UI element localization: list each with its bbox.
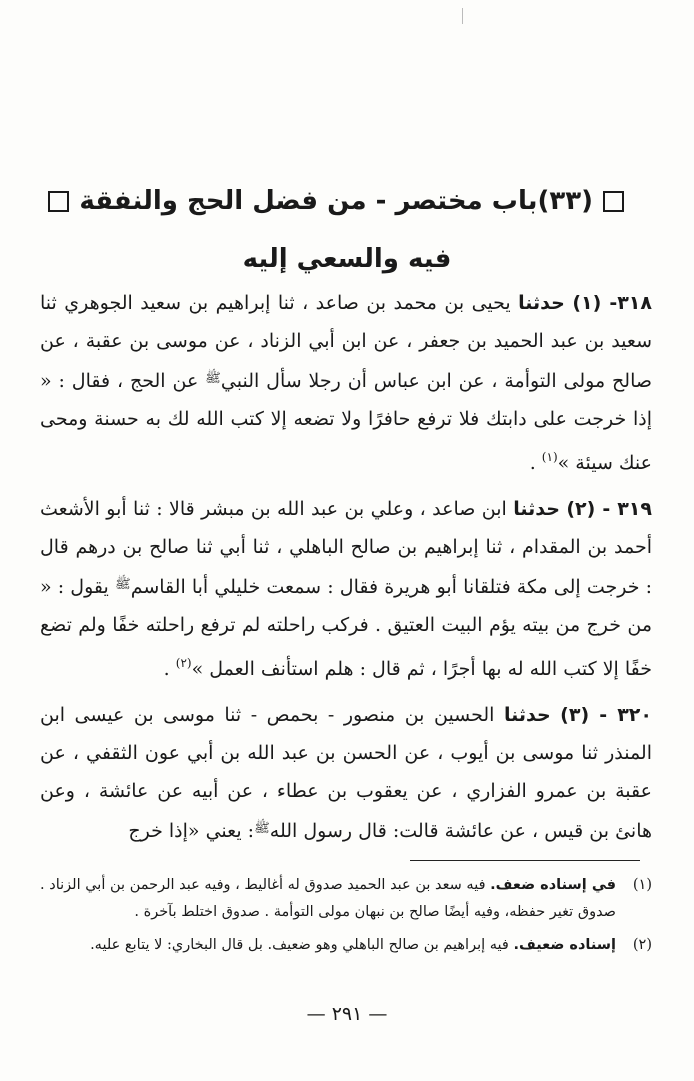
salawat-symbol: ﷺ — [205, 371, 221, 386]
chapter-title-line-1 — [60, 172, 634, 230]
salawat-symbol: ﷺ — [254, 821, 270, 836]
footnote-grading: في إسناده ضعف. — [490, 877, 616, 893]
hadith-paragraph — [40, 284, 652, 482]
footnote — [40, 872, 652, 926]
chapter-title — [60, 172, 634, 288]
hadith-number: ٣٢٠ - (٣) — [560, 704, 652, 726]
footnote-reference: (٢) — [175, 656, 192, 670]
chapter-title-text-2: فيه والسعي إليه — [242, 244, 452, 274]
footnote-reference: (١) — [541, 450, 558, 464]
hadith-text: يقول : « من خرج من بيته يؤم البيت العتيق . فركب راحلته لم ترفع راحلته خفًا ولم تضع خفًا إلا كتب الله له بها أجرًا ، ثم قال : هلم استأنف العمل » — [40, 576, 652, 680]
haddathana-word: حدثنا — [503, 704, 551, 726]
hadith-text: الحسين بن منصور - بحمص - ثنا موسى بن عيسى ابن المنذر ثنا موسى بن أيوب ، عن الحسن بن عبد الله بن أبي عون الثقفي ، عن عقبة بن عمرو الفزاري ، عن يعقوب بن عطاء ، عن أبيه عن عائشة ، وعن هانئ بن قيس ، عن عائشة قالت: قال رسول الله — [40, 704, 652, 842]
footnote-grading: إسناده ضعيف. — [513, 937, 616, 953]
footnote-body: فيه إبراهيم بن صالح الباهلي وهو ضعيف. بل قال البخاري: لا يتابع عليه. — [90, 937, 514, 953]
hadith-text: يحيى بن محمد بن صاعد ، ثنا إبراهيم بن سعيد الجوهري ثنا سعيد بن عبد الحميد بن جعفر ، عن ابن أبي الزناد ، عن موسى بن عقبة ، عن صالح مولى التوأمة ، عن ابن عباس أن رجلا سأل النبي — [40, 292, 652, 392]
haddathana-word: حدثنا — [513, 498, 560, 520]
footnote-separator — [410, 860, 640, 861]
hadith-body — [40, 284, 652, 858]
hadith-ending: . — [163, 658, 176, 680]
scan-mark — [462, 8, 463, 24]
salawat-symbol: ﷺ — [114, 577, 131, 592]
chapter-title-text-1: (٣٣)باب مختصر - من فضل الحج والنفقة — [79, 186, 593, 216]
hadith-number: ٣١٨- (١) — [572, 292, 652, 314]
footnote — [40, 932, 652, 959]
hadith-text: : يعني «إذا خرج — [128, 820, 255, 842]
haddathana-word: حدثنا — [518, 292, 565, 314]
footnote-text — [40, 872, 616, 926]
footnotes — [40, 872, 652, 959]
hadith-paragraph — [40, 696, 652, 850]
square-ornament-icon — [48, 191, 69, 212]
hadith-ending: . — [529, 452, 542, 474]
footnote-text — [40, 932, 616, 959]
square-ornament-icon — [603, 191, 624, 212]
hadith-number: ٣١٩ - (٢) — [566, 498, 652, 520]
footnote-number: (٢) — [632, 937, 652, 953]
footnote-body: فيه سعد بن عبد الحميد صدوق له أغاليط ، وفيه عبد الرحمن بن أبي الزناد . صدوق تغير حفظه، وفيه أيضًا صالح بن نبهان مولى التوأمة . صدوق اختلط بآخرة . — [40, 877, 616, 920]
footnote-number: (١) — [632, 877, 652, 893]
page-number: — ٢٩١ — — [306, 1003, 388, 1025]
hadith-text: ابن صاعد ، وعلي بن عبد الله بن مبشر قالا : ثنا أبو الأشعث أحمد بن المقدام ، ثنا إبراهيم بن صالح الباهلي ، ثنا أبي ثنا صالح بن درهم قال : خرجت إلى مكة فتلقانا أبو هريرة فقال : سمعت خليلي أبا القاسم — [40, 498, 652, 598]
hadith-paragraph — [40, 490, 652, 688]
hadith-text: عن الحج ، فقال : « إذا خرجت على دابتك فلا ترفع حافرًا ولا تضعه إلا كتب الله لك به حسنة ومحى عنك سيئة » — [40, 370, 652, 474]
